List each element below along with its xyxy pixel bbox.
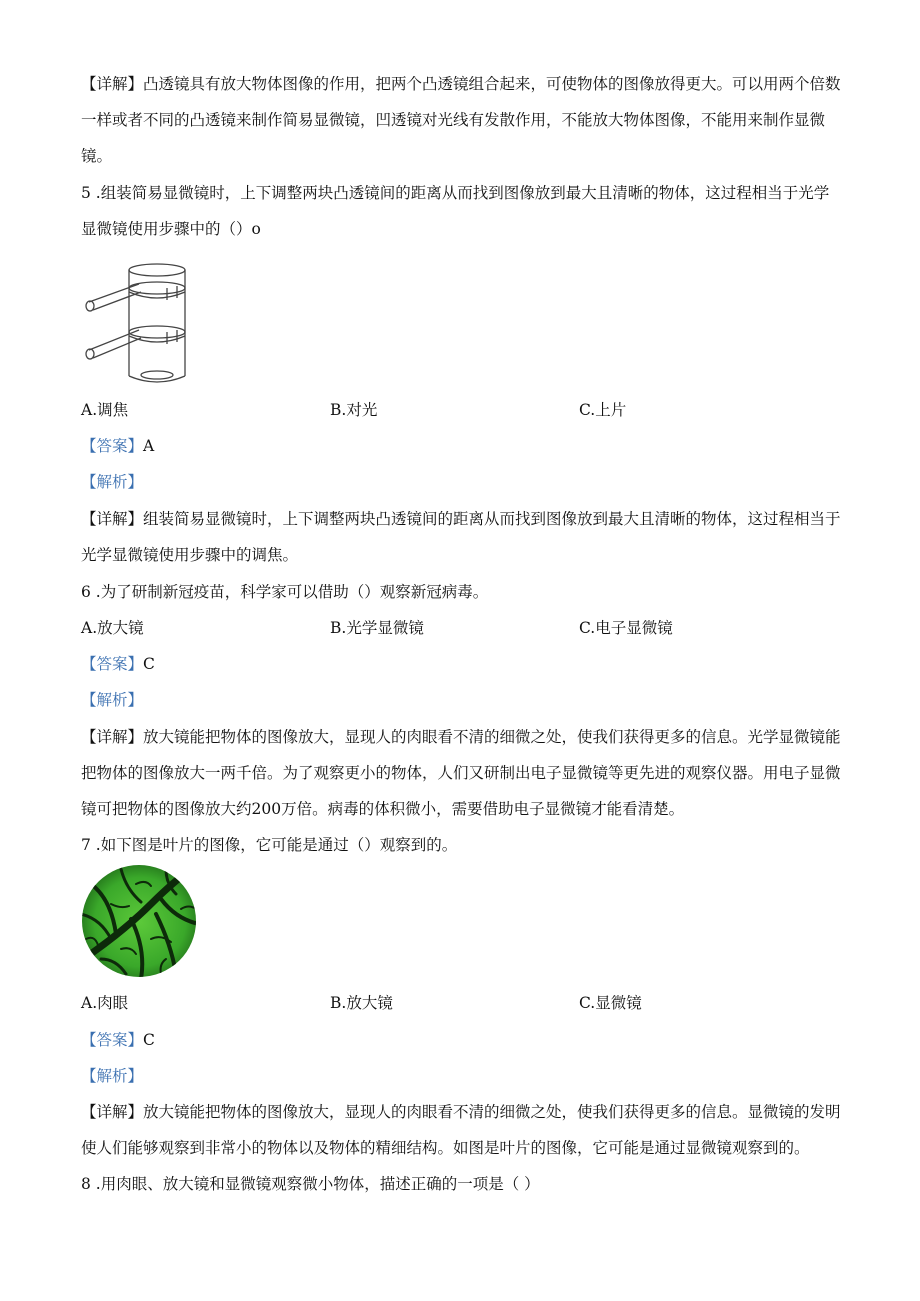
- q5-stem-line-2: 显微镜使用步骤中的（）o: [81, 220, 261, 238]
- q4-detail-line-1: 【详解】凸透镜具有放大物体图像的作用，把两个凸透镜组合起来，可使物体的图像放得更大。可以用两个倍数: [81, 75, 841, 93]
- q5-option-c: C.上片: [579, 401, 627, 419]
- detail-label: 【详解】: [81, 510, 144, 528]
- q5-analysis-label: 【解析】: [81, 473, 144, 491]
- q7-answer: 【答案】C: [81, 1031, 155, 1049]
- q7-analysis-label: 【解析】: [81, 1067, 144, 1085]
- q7-detail-line-1: 【详解】放大镜能把物体的图像放大，显现人的肉眼看不清的细微之处，使我们获得更多的信息。显微镜的发明: [81, 1103, 841, 1121]
- q4-detail-line-3: 镜。: [81, 147, 113, 165]
- q6-detail-line-2: 把物体的图像放大一两千倍。为了观察更小的物体，人们又研制出电子显微镜等更先进的观察仪器。用电子显微: [81, 764, 841, 782]
- q6-answer: 【答案】C: [81, 655, 155, 673]
- q6-option-c: C.电子显微镜: [579, 619, 673, 637]
- q7-option-a: A.肉眼: [81, 994, 129, 1012]
- answer-label: 【答案】: [81, 655, 144, 673]
- q8-stem: 8 .用肉眼、放大镜和显微镜观察微小物体，描述正确的一项是（ ）: [81, 1175, 540, 1193]
- q6-option-a: A.放大镜: [81, 619, 144, 637]
- leaf-microscope-image: [81, 864, 199, 980]
- answer-label: 【答案】: [81, 437, 144, 455]
- q6-option-b: B.光学显微镜: [330, 619, 424, 637]
- question-number: 7: [81, 836, 91, 854]
- q5-option-a: A.调焦: [81, 401, 129, 419]
- question-number: 5: [81, 184, 91, 202]
- q5-stem-line-1: 5 .组装简易显微镜时，上下调整两块凸透镜间的距离从而找到图像放到最大且清晰的物体，这过程相当于光学: [81, 184, 830, 202]
- q5-answer: 【答案】A: [81, 437, 155, 455]
- detail-label: 【详解】: [81, 728, 144, 746]
- q6-stem: 6 .为了研制新冠疫苗，科学家可以借助（）观察新冠病毒。: [81, 583, 489, 601]
- detail-label: 【详解】: [81, 1103, 144, 1121]
- q6-analysis-label: 【解析】: [81, 691, 144, 709]
- answer-label: 【答案】: [81, 1031, 144, 1049]
- simple-microscope-figure: [81, 258, 191, 390]
- q7-option-b: B.放大镜: [330, 994, 393, 1012]
- q6-detail-line-3: 镜可把物体的图像放大约200万倍。病毒的体积微小，需要借助电子显微镜才能看清楚。: [81, 800, 685, 818]
- q5-option-b: B.对光: [330, 401, 378, 419]
- q7-detail-line-2: 使人们能够观察到非常小的物体以及物体的精细结构。如图是叶片的图像，它可能是通过显微镜观察到的。: [81, 1139, 810, 1157]
- q6-detail-line-1: 【详解】放大镜能把物体的图像放大，显现人的肉眼看不清的细微之处，使我们获得更多的信息。光学显微镜能: [81, 728, 841, 746]
- question-number: 8: [81, 1175, 91, 1193]
- q7-stem: 7 .如下图是叶片的图像，它可能是通过（）观察到的。: [81, 836, 458, 854]
- q4-detail-line-2: 一样或者不同的凸透镜来制作简易显微镜，凹透镜对光线有发散作用，不能放大物体图像，不能用来制作显微: [81, 111, 826, 129]
- question-number: 6: [81, 583, 91, 601]
- detail-label: 【详解】: [81, 75, 144, 93]
- q7-option-c: C.显微镜: [579, 994, 642, 1012]
- q5-detail-line-1: 【详解】组装简易显微镜时，上下调整两块凸透镜间的距离从而找到图像放到最大且清晰的物体，这过程相当于: [81, 510, 841, 528]
- q5-detail-line-2: 光学显微镜使用步骤中的调焦。: [81, 546, 299, 564]
